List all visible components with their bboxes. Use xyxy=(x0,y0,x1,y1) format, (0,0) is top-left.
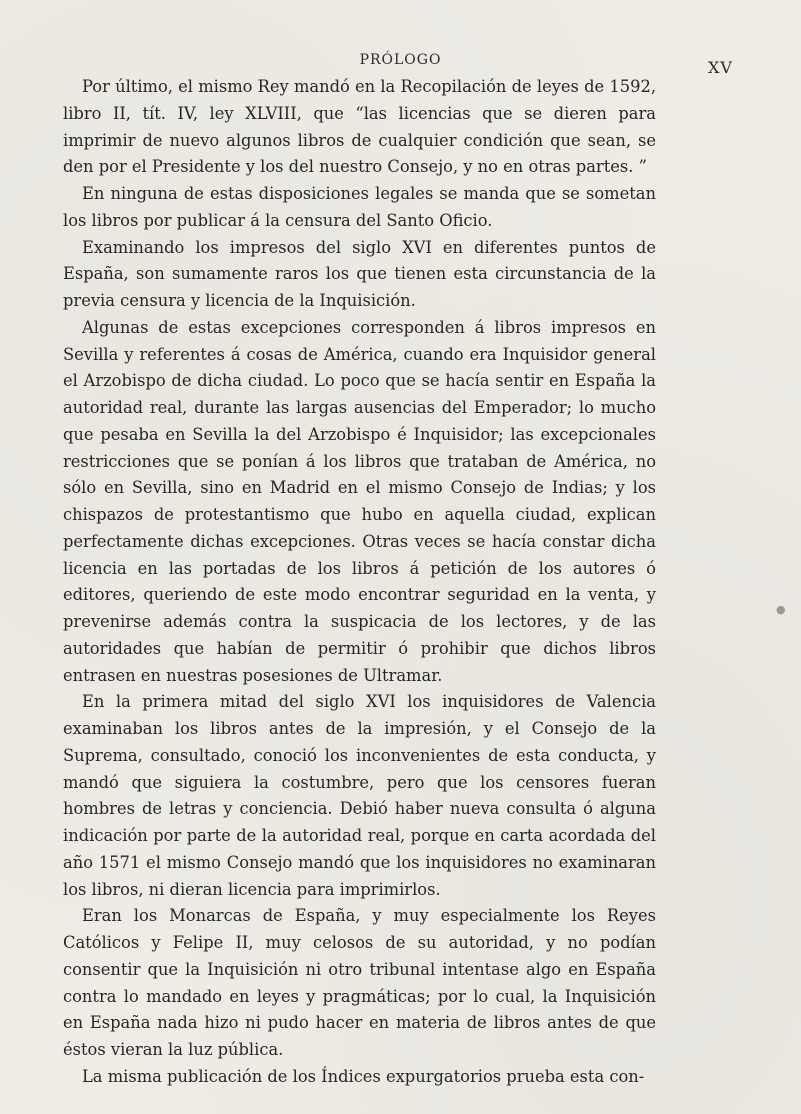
page-number: XV xyxy=(708,58,733,77)
body-text xyxy=(63,74,656,1091)
paragraph: Examinando los impresos del siglo XVI en diferentes puntos de España, son sumamente raros los que tienen esta circunstancia de la previa censura y licencia de la Inquisición. xyxy=(63,237,656,310)
paragraph: Eran los Monarcas de España, y muy especialmente los Reyes Católicos y Felipe II, muy celosos de su autoridad, y no podían consentir que la Inquisición ni otro tribunal intentase algo en España contra lo mandado en leyes y pragmáticas; por lo cual, la Inquisición en España nada hizo ni pudo hacer en materia de libros antes de que éstos vieran la luz pública. xyxy=(63,906,656,1059)
running-header-title: PRÓLOGO xyxy=(359,52,442,68)
paragraph: En ninguna de estas disposiciones legales se manda que se sometan los libros por publicar á la censura del Santo Oficio. xyxy=(63,184,656,230)
paragraph: La misma publicación de los Índices expurgatorios prueba esta con- xyxy=(82,1066,645,1086)
paragraph: Algunas de estas excepciones corresponden á libros impresos en Sevilla y referentes á cosas de América, cuando era Inquisidor general el Arzobispo de dicha ciudad. Lo poco que se hacía sentir en España la autoridad real, durante las largas ausencias del Emperador; lo mucho que pesaba en Sevilla la del Arzobispo é Inquisidor; las excepcionales restricciones que se ponían á los libros que trataban de América, no sólo en Sevilla, sino en Madrid en el mismo Consejo de Indias; y los chispazos de protestantismo que hubo en aquella ciudad, explican perfectamente dichas excepciones. Otras veces se hacía constar dicha licencia en las portadas de los libros á petición de los autores ó editores, queriendo de este modo encontrar seguridad en la venta, y prevenirse además contra la suspicacia de los lectores, y de las autoridades que habían de permitir ó prohibir que dichos libros entrasen en nuestras posesiones de Ultramar. xyxy=(63,317,656,685)
ink-blot-mark: ● xyxy=(776,603,786,616)
paragraph: Por último, el mismo Rey mandó en la Recopilación de leyes de 1592, libro II, tít. IV, ley XLVIII, que “las licencias que se dieren para imprimir de nuevo algunos libros de cualquier condición que sean, se den por el Presidente y los del nuestro Consejo, y no en otras partes. ” xyxy=(63,77,656,177)
paragraph: En la primera mitad del siglo XVI los inquisidores de Valencia examinaban los libros antes de la impresión, y el Consejo de la Suprema, consultado, conoció los inconvenientes de esta conducta, y mandó que siguiera la costumbre, pero que los censores fueran hombres de letras y conciencia. Debió haber nueva consulta ó alguna indicación por parte de la autoridad real, porque en carta acordada del año 1571 el mismo Consejo mandó que los inquisidores no examinaran los libros, ni dieran licencia para imprimirlos. xyxy=(63,692,656,899)
